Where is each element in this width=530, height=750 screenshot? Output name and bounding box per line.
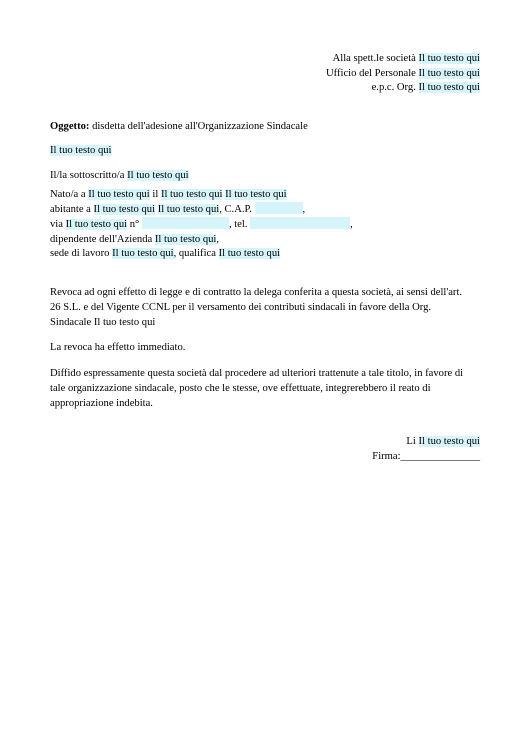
address-line: via Il tuo testo qui n° , tel. ,	[50, 219, 353, 230]
recipient-cc-field[interactable]: Il tuo testo qui	[418, 82, 480, 93]
cap-label: , C.A.P.	[219, 204, 255, 215]
undersigned-field[interactable]: Il tuo testo qui	[127, 170, 189, 181]
place-date-field[interactable]: Il tuo testo qui	[418, 436, 480, 447]
qualification-field[interactable]: Il tuo testo qui	[218, 248, 281, 259]
birth-place-label: Nato/a a	[50, 189, 89, 200]
subject-label: Oggetto:	[50, 121, 90, 132]
subject-line	[50, 119, 308, 134]
workplace-field[interactable]: Il tuo testo qui	[112, 248, 174, 259]
street-field[interactable]: Il tuo testo qui	[65, 219, 128, 230]
birth-extra-field[interactable]: Il tuo testo qui	[225, 189, 287, 200]
cap-field[interactable]	[255, 202, 303, 214]
employer-field[interactable]: Il tuo testo qui	[154, 234, 217, 245]
recipient-company-label: Alla spett.le società	[332, 53, 419, 64]
warning-paragraph-line2: tale organizzazione sindacale, posto che le stesse, ove effettuate, integrerebbero il reato di	[50, 383, 431, 394]
residence-extra-field[interactable]: Il tuo testo qui	[157, 204, 220, 215]
phone-field[interactable]	[250, 217, 350, 229]
place-date-line	[406, 434, 480, 449]
birth-place-field[interactable]: Il tuo testo qui	[88, 189, 150, 200]
warning-paragraph-line1: Diffido espressamente questa società dal procedere ad ulteriori trattenute a tale titolo, in favore di	[50, 368, 464, 379]
revoke-paragraph-line2: 26 S.L. e del Vigente CCNL per il versamento dei contributi sindacali in favore della Org.	[50, 302, 432, 313]
subject-text: disdetta dell'adesione all'Organizzazione Sindacale	[89, 121, 308, 132]
employer-line: dipendente dell'Azienda Il tuo testo qui,	[50, 234, 220, 245]
recipient-company-field[interactable]: Il tuo testo qui	[418, 53, 480, 64]
sender-name-field[interactable]: Il tuo testo qui	[50, 145, 112, 156]
recipient-office-label: Ufficio del Personale	[326, 68, 419, 79]
workplace-line	[50, 246, 280, 261]
recipient-office-field[interactable]: Il tuo testo qui	[418, 68, 480, 79]
street-number-field[interactable]	[142, 217, 229, 229]
recipient-office-line	[326, 66, 480, 81]
warning-paragraph-line3: appropriazione indebita.	[50, 398, 153, 409]
recipient-cc-label: e.p.c. Org.	[371, 82, 419, 93]
signature-line[interactable]: Firma:_______________	[372, 451, 480, 462]
workplace-label: sede di lavoro	[50, 248, 113, 259]
residence-line: abitante a Il tuo testo qui Il tuo testo qui, C.A.P. ,	[50, 204, 306, 215]
undersigned-line	[50, 168, 189, 183]
residence-city-field[interactable]: Il tuo testo qui	[93, 204, 156, 215]
street-number-label: n°	[127, 219, 142, 230]
street-label: via	[50, 219, 66, 230]
recipient-company-line	[333, 51, 480, 66]
revoke-paragraph-line1: Revoca ad ogni effetto di legge e di contratto la delega conferita a questa società, ai sensi dell'art.	[50, 287, 463, 298]
employer-label: dipendente dell'Azienda	[50, 234, 155, 245]
qualification-label: , qualifica	[173, 248, 219, 259]
birth-date-label: il	[149, 189, 161, 200]
residence-label: abitante a	[50, 204, 94, 215]
immediate-effect-text: La revoca ha effetto immediato.	[50, 342, 186, 353]
undersigned-label: Il/la sottoscritto/a	[50, 170, 128, 181]
sender-name-line	[50, 143, 112, 158]
revoke-paragraph-line3: Sindacale Il tuo testo qui	[50, 317, 156, 328]
place-date-label: Li	[406, 436, 419, 447]
birth-line	[50, 187, 287, 202]
birth-date-field[interactable]: Il tuo testo qui	[160, 189, 223, 200]
recipient-cc-line	[372, 80, 480, 95]
phone-label: , tel.	[228, 219, 251, 230]
